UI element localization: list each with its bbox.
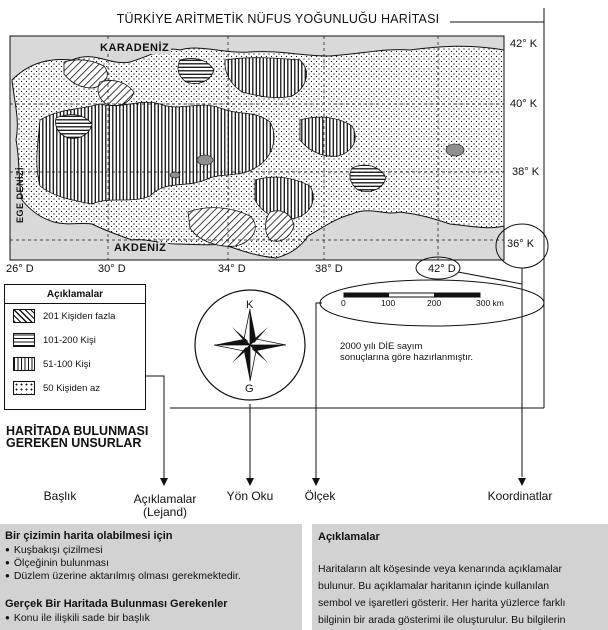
info-panel-right <box>312 524 608 630</box>
bullet-item: ● Düzlem üzerine aktarılmış olması gerekmektedir. <box>5 570 241 582</box>
sea-label-west: EGE DENİZİ <box>15 167 25 224</box>
lat-label-42: 42° K <box>510 38 538 50</box>
element-label-legend: Açıklamalar (Lejand) <box>133 492 197 519</box>
lon-label-38: 38° D <box>315 263 343 275</box>
panel-title: Bir çizimin harita olabilmesi için <box>5 530 173 542</box>
sea-label-north: KARADENİZ <box>100 42 170 54</box>
lat-label-36: 36° K <box>507 238 535 250</box>
scale-tick: 300 km <box>476 298 504 308</box>
sea-label-south: AKDENİZ <box>114 242 167 254</box>
map-title: TÜRKİYE ARİTMETİK NÜFUS YOĞUNLUĞU HARİTASI <box>116 12 440 26</box>
panel-text-line: bilginin bir arada gösterimi ile oluşturulur. Bu bilgilerin <box>318 614 566 626</box>
legend-item <box>13 357 91 371</box>
panel-title: Açıklamalar <box>318 531 380 543</box>
panel-text-line: sembol ve işaretleri gösterir. Her harita yüzlerce farklı <box>318 597 566 609</box>
lon-label-26: 26° D <box>6 263 34 275</box>
element-label-coordinates: Koordinatlar <box>487 489 553 503</box>
panel-text-line: Haritaların alt köşesinde veya kenarında açıklamalar <box>318 563 562 575</box>
legend-item <box>13 381 100 395</box>
lat-label-38: 38° K <box>512 166 540 178</box>
pattern-dots-swatch <box>13 381 35 395</box>
lon-label-34: 34° D <box>218 263 246 275</box>
pattern-vertical-swatch <box>13 357 35 371</box>
element-label-title: Başlık <box>43 489 77 503</box>
scale-tick: 100 <box>381 298 396 308</box>
bullet-item: ● Kuşbakışı çizilmesi <box>5 544 103 556</box>
element-label-compass: Yön Oku <box>226 489 274 503</box>
legend-item-label: 101-200 Kişi <box>43 334 96 346</box>
info-panel-left <box>0 524 302 630</box>
scale-bar <box>344 293 480 297</box>
lat-label-40: 40° K <box>510 98 538 110</box>
legend-item-label: 201 Kişiden fazla <box>43 310 116 322</box>
compass-north-label: K <box>246 299 254 311</box>
section-heading: HARİTADA BULUNMASI GEREKEN UNSURLAR <box>6 424 149 450</box>
panel-subtitle: Gerçek Bir Haritada Bulunması Gerekenler <box>5 598 228 610</box>
legend-item <box>13 309 115 323</box>
bullet-item: ● Ölçeğinin bulunması <box>5 557 109 569</box>
legend <box>4 284 146 410</box>
pattern-horizontal-swatch <box>13 333 35 347</box>
census-note: 2000 yılı DİE sayım sonuçlarına göre hazırlanmıştır. <box>340 341 474 363</box>
legend-title: Açıklamalar <box>46 289 104 300</box>
legend-item <box>13 333 96 347</box>
scale-tick: 0 <box>341 298 346 308</box>
scale-tick: 200 <box>427 298 442 308</box>
lon-label-30: 30° D <box>98 263 126 275</box>
panel-text-line: bulunur. Bu açıklamalar haritanın içinde kullanılan <box>318 580 550 592</box>
compass-rose <box>214 309 286 381</box>
bullet-item: ● Konu ile ilişkili sade bir başlık <box>5 612 150 624</box>
legend-item-label: 50 Kişiden az <box>43 382 101 394</box>
compass-south-label: G <box>245 383 254 395</box>
lon-label-42: 42° D <box>428 263 456 275</box>
pattern-diagonal-swatch <box>13 309 35 323</box>
element-label-scale: Ölçek <box>304 489 336 503</box>
legend-item-label: 51-100 Kişi <box>43 358 91 370</box>
